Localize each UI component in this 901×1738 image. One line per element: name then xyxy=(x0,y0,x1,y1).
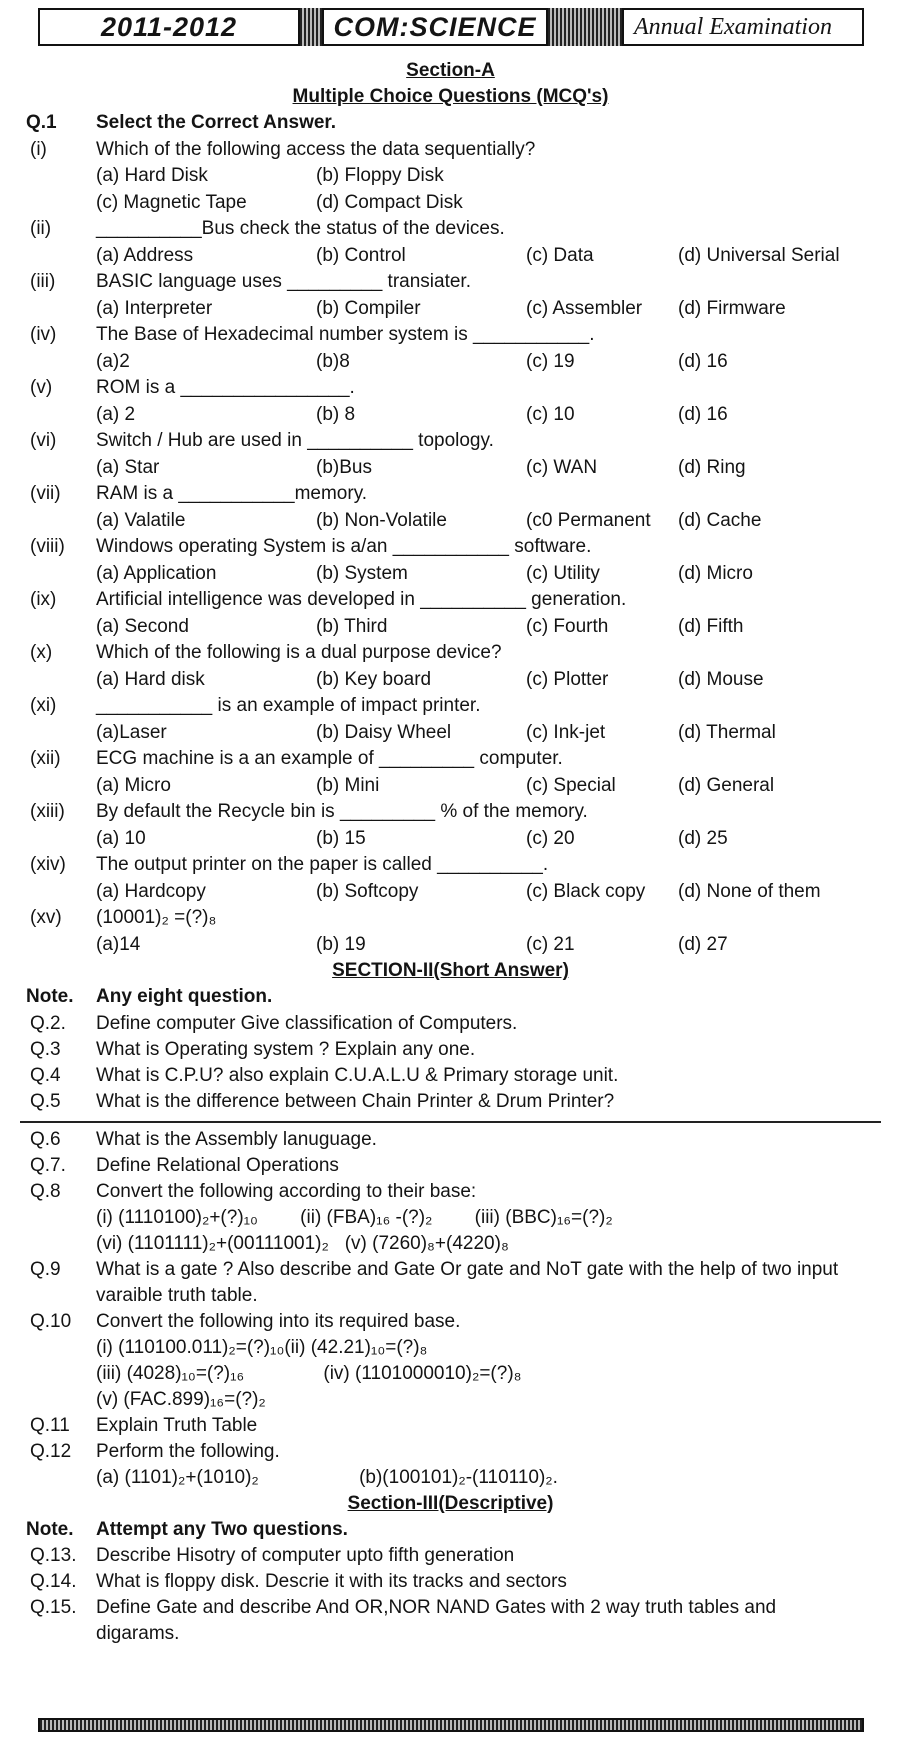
subject-box xyxy=(322,8,548,46)
sub-part-line: (vi) (1101111)₂+(00111001)₂ (v) (7260)₈+(4220)₈ xyxy=(96,1232,509,1254)
exam-type-box xyxy=(622,8,864,46)
exam-type: Annual Examination xyxy=(634,13,832,40)
mcq-option: (c) 20 xyxy=(526,827,575,849)
q1-row xyxy=(0,110,901,137)
descriptive-question xyxy=(0,1595,901,1647)
question-text: Define Gate and describe And OR,NOR NAND Gates with 2 way truth tables and digarams. xyxy=(96,1597,777,1644)
question-text: What is C.P.U? also explain C.U.A.L.U & Primary storage unit. xyxy=(96,1064,619,1086)
mcq-options-row xyxy=(0,561,901,588)
section-divider xyxy=(20,1121,881,1123)
paper-content xyxy=(0,58,901,1647)
mcq-option: (c0 Permanent xyxy=(526,509,651,531)
mcq-number: (iii) xyxy=(30,271,56,292)
section-a-title: Section-A xyxy=(406,60,495,81)
question-text: What is the difference between Chain Printer & Drum Printer? xyxy=(96,1090,615,1112)
mcq-option: (c) Assembler xyxy=(526,297,643,319)
question-text: Perform the following. xyxy=(96,1440,280,1462)
note-text: Any eight question. xyxy=(96,986,273,1007)
descriptive-question-list xyxy=(0,1543,901,1647)
note-label: Note. xyxy=(26,1518,74,1540)
header-hatch-2 xyxy=(548,8,622,46)
mcq-options-row xyxy=(0,243,901,270)
short-question xyxy=(0,1063,901,1089)
question-number: Q.5 xyxy=(30,1090,61,1112)
mcq-option: (d) 25 xyxy=(678,827,728,849)
mcq-question-text: Switch / Hub are used in __________ topology. xyxy=(96,430,494,451)
mcq-options-row xyxy=(0,349,901,376)
mcq-option: (c) Magnetic Tape xyxy=(96,191,247,213)
question-number: Q.15. xyxy=(30,1597,77,1618)
section-b-note xyxy=(0,984,901,1011)
mcq-options-row xyxy=(0,879,901,906)
mcq-option: (a) Interpreter xyxy=(96,297,213,319)
mcq-option: (d) Thermal xyxy=(678,721,776,743)
mcq-option: (a) Micro xyxy=(96,774,171,796)
question-number: Q.4 xyxy=(30,1064,61,1086)
mcq-option: (d) Mouse xyxy=(678,668,764,690)
mcq-option: (c) Ink-jet xyxy=(526,721,606,743)
mcq-option: (a)Laser xyxy=(96,721,167,743)
descriptive-question xyxy=(0,1569,901,1595)
question-text: What is floppy disk. Descrie it with its tracks and sectors xyxy=(96,1571,567,1592)
mcq-number: (xiv) xyxy=(30,854,66,875)
mcq-option: (b) Key board xyxy=(316,668,432,690)
mcq-option: (a) Valatile xyxy=(96,509,186,531)
mcq-options-row xyxy=(0,455,901,482)
mcq-option: (b) 19 xyxy=(316,933,366,955)
question-number: Q.14. xyxy=(30,1571,77,1592)
short-question xyxy=(0,1153,901,1179)
mcq-number: (vi) xyxy=(30,430,57,451)
exam-header xyxy=(38,8,864,46)
mcq-option: (d) Fifth xyxy=(678,615,744,637)
mcq-question-text: ___________ is an example of impact printer. xyxy=(96,695,481,716)
short-question xyxy=(0,1413,901,1439)
mcq-option: (d) Compact Disk xyxy=(316,191,463,213)
mcq-option: (c) Special xyxy=(526,774,616,796)
mcq-option: (b) Control xyxy=(316,244,406,266)
mcq-question-row xyxy=(0,640,901,667)
mcq-option: (b) System xyxy=(316,562,408,584)
question-text: Convert the following according to their base: xyxy=(96,1180,477,1202)
mcq-option: (b)8 xyxy=(316,350,350,372)
mcq-number: (i) xyxy=(30,138,47,160)
mcq-question-row xyxy=(0,852,901,879)
mcq-option: (b)Bus xyxy=(316,456,372,478)
mcq-list xyxy=(0,137,901,959)
mcq-question-text: BASIC language uses _________ transiater. xyxy=(96,271,471,292)
footer-bar xyxy=(38,1718,864,1732)
mcq-option: (d) Firmware xyxy=(678,297,786,319)
mcq-options-row xyxy=(0,932,901,959)
mcq-option: (b) Third xyxy=(316,615,388,637)
mcq-option: (a) 2 xyxy=(96,403,136,425)
mcq-number: (xi) xyxy=(30,695,57,716)
mcq-options-row xyxy=(0,190,901,217)
sub-part-line: (i) (110100.011)₂=(?)₁₀(ii) (42.21)₁₀=(?)₈ xyxy=(96,1336,428,1358)
mcq-options-row xyxy=(0,826,901,853)
mcq-question-text: (10001)₂ =(?)₈ xyxy=(96,907,217,928)
question-number: Q.8 xyxy=(30,1180,61,1202)
mcq-options-row xyxy=(0,773,901,800)
mcq-option: (a) 10 xyxy=(96,827,146,849)
mcq-question-row xyxy=(0,137,901,164)
exam-year: 2011-2012 xyxy=(100,11,238,42)
short-question xyxy=(0,1309,901,1335)
mcq-option: (b) 8 xyxy=(316,403,356,425)
question-number: Q.9 xyxy=(30,1258,61,1280)
sub-part-line: (a) (1101)₂+(1010)₂ (b)(100101)₂-(110110)₂. xyxy=(96,1466,558,1488)
mcq-question-row xyxy=(0,905,901,932)
mcq-question-row xyxy=(0,269,901,296)
short-question xyxy=(0,1257,901,1309)
mcq-question-text: ROM is a ________________. xyxy=(96,377,355,398)
sub-part-line: (iii) (4028)₁₀=(?)₁₆ (iv) (1101000010)₂=(?)₈ xyxy=(96,1362,522,1384)
mcq-question-row xyxy=(0,799,901,826)
mcq-question-text: ECG machine is a an example of _________ computer. xyxy=(96,748,563,769)
mcq-number: (xiii) xyxy=(30,801,65,822)
mcq-option: (c) 19 xyxy=(526,350,575,372)
mcq-number: (v) xyxy=(30,377,53,398)
mcq-number: (ix) xyxy=(30,589,57,610)
mcq-options-row xyxy=(0,163,901,190)
short-question xyxy=(0,1179,901,1205)
mcq-option: (c) Data xyxy=(526,244,594,266)
mcq-option: (b) Daisy Wheel xyxy=(316,721,452,743)
mcq-number: (xii) xyxy=(30,748,61,769)
mcq-option: (d) General xyxy=(678,774,775,796)
question-text: Define Relational Operations xyxy=(96,1154,339,1176)
mcq-number: (x) xyxy=(30,642,53,663)
mcq-number: (iv) xyxy=(30,324,57,345)
mcq-option: (a) Application xyxy=(96,562,217,584)
mcq-option: (a)2 xyxy=(96,350,130,372)
mcq-question-text: RAM is a ___________memory. xyxy=(96,483,368,504)
mcq-question-row xyxy=(0,587,901,614)
short-question xyxy=(0,1037,901,1063)
mcq-option: (d) Ring xyxy=(678,456,746,478)
mcq-number: (ii) xyxy=(30,218,52,239)
question-text: Explain Truth Table xyxy=(96,1414,258,1436)
question-number: Q.6 xyxy=(30,1128,61,1150)
mcq-question-text: __________Bus check the status of the devices. xyxy=(96,218,505,239)
section-b-title: SECTION-II(Short Answer) xyxy=(332,960,569,981)
mcq-option: (c) 21 xyxy=(526,933,575,955)
mcq-options-row xyxy=(0,720,901,747)
question-text: Describe Hisotry of computer upto fifth generation xyxy=(96,1545,515,1566)
descriptive-question xyxy=(0,1543,901,1569)
short-question xyxy=(0,1089,901,1115)
mcq-option: (a) Hardcopy xyxy=(96,880,206,902)
short-question-list xyxy=(0,1011,901,1491)
mcq-number: (viii) xyxy=(30,536,65,557)
mcq-question-row xyxy=(0,216,901,243)
mcq-option: (c) Black copy xyxy=(526,880,646,902)
mcq-option: (d) 16 xyxy=(678,350,728,372)
mcq-option: (a) Second xyxy=(96,615,189,637)
mcq-option: (b) Non-Volatile xyxy=(316,509,447,531)
mcq-question-row xyxy=(0,481,901,508)
mcq-option: (c) WAN xyxy=(526,456,598,478)
question-number: Q.13. xyxy=(30,1545,77,1566)
question-text: What is Operating system ? Explain any one. xyxy=(96,1038,476,1060)
mcq-option: (a) Hard disk xyxy=(96,668,205,690)
mcq-question-row xyxy=(0,322,901,349)
question-text: What is the Assembly lanuguage. xyxy=(96,1128,377,1150)
mcq-options-row xyxy=(0,402,901,429)
mcq-question-text: Which of the following access the data sequentially? xyxy=(96,138,536,160)
mcq-option: (a) Address xyxy=(96,244,194,266)
mcq-options-row xyxy=(0,667,901,694)
mcq-question-row xyxy=(0,693,901,720)
mcq-option: (d) Micro xyxy=(678,562,753,584)
mcq-option: (b) Floppy Disk xyxy=(316,165,444,186)
mcq-question-row xyxy=(0,375,901,402)
mcq-option: (d) Universal Serial xyxy=(678,244,840,266)
mcq-question-text: Artificial intelligence was developed in __________ generation. xyxy=(96,589,627,610)
question-number: Q.3 xyxy=(30,1038,61,1060)
mcq-options-row xyxy=(0,508,901,535)
mcq-number: (vii) xyxy=(30,483,61,504)
mcq-option: (c) Fourth xyxy=(526,615,609,637)
mcq-question-row xyxy=(0,746,901,773)
section-c-title: Section-III(Descriptive) xyxy=(347,1492,554,1514)
mcq-options-row xyxy=(0,614,901,641)
mcq-option: (d) None of them xyxy=(678,880,821,902)
question-text: What is a gate ? Also describe and Gate Or gate and NoT gate with the help of two input varaible truth table. xyxy=(96,1258,839,1306)
mcq-option: (d) 16 xyxy=(678,403,728,425)
sub-part-line: (v) (FAC.899)₁₆=(?)₂ xyxy=(96,1388,266,1410)
mcq-question-text: Which of the following is a dual purpose device? xyxy=(96,642,502,663)
mcq-option: (a)14 xyxy=(96,933,141,955)
note-label: Note. xyxy=(26,986,74,1007)
exam-subject: COM:SCIENCE xyxy=(333,11,537,42)
question-number: Q.12 xyxy=(30,1440,72,1462)
section-c-note xyxy=(0,1517,901,1544)
mcq-question-text: The Base of Hexadecimal number system is ___________. xyxy=(96,324,595,345)
mcq-question-text: Windows operating System is a/an ___________ software. xyxy=(96,536,592,557)
question-number: Q.2. xyxy=(30,1012,66,1034)
mcq-option: (c) Plotter xyxy=(526,668,609,690)
mcq-question-row xyxy=(0,534,901,561)
mcq-option: (b) Compiler xyxy=(316,297,421,319)
short-question xyxy=(0,1127,901,1153)
section-a-subtitle: Multiple Choice Questions (MCQ's) xyxy=(292,86,609,107)
mcq-option: (b) Softcopy xyxy=(316,880,419,902)
short-question xyxy=(0,1011,901,1037)
mcq-question-text: By default the Recycle bin is _________ % of the memory. xyxy=(96,801,588,822)
question-number: Q.7. xyxy=(30,1154,66,1176)
question-number: Q.11 xyxy=(30,1414,70,1436)
mcq-option: (d) Cache xyxy=(678,509,762,531)
q1-instruction: Select the Correct Answer. xyxy=(96,112,337,133)
question-number: Q.10 xyxy=(30,1310,72,1332)
mcq-number: (xv) xyxy=(30,907,62,928)
sub-part-line: (i) (1110100)₂+(?)₁₀ (ii) (FBA)₁₆ -(?)₂ (iii) (BBC)₁₆=(?)₂ xyxy=(96,1206,613,1228)
q1-number: Q.1 xyxy=(26,112,57,133)
mcq-options-row xyxy=(0,296,901,323)
question-text: Convert the following into its required base. xyxy=(96,1310,461,1332)
note-text: Attempt any Two questions. xyxy=(96,1518,348,1540)
mcq-question-text: The output printer on the paper is called __________. xyxy=(96,854,549,875)
year-box xyxy=(38,8,300,46)
mcq-option: (a) Star xyxy=(96,456,160,478)
mcq-option: (b) 15 xyxy=(316,827,366,849)
mcq-option: (b) Mini xyxy=(316,774,380,796)
question-text: Define computer Give classification of Computers. xyxy=(96,1012,518,1034)
mcq-option: (c) Utility xyxy=(526,562,600,584)
short-question xyxy=(0,1439,901,1465)
mcq-option: (d) 27 xyxy=(678,933,728,955)
header-hatch-1 xyxy=(300,8,322,46)
mcq-option: (c) 10 xyxy=(526,403,575,425)
mcq-question-row xyxy=(0,428,901,455)
mcq-option: (a) Hard Disk xyxy=(96,165,208,186)
